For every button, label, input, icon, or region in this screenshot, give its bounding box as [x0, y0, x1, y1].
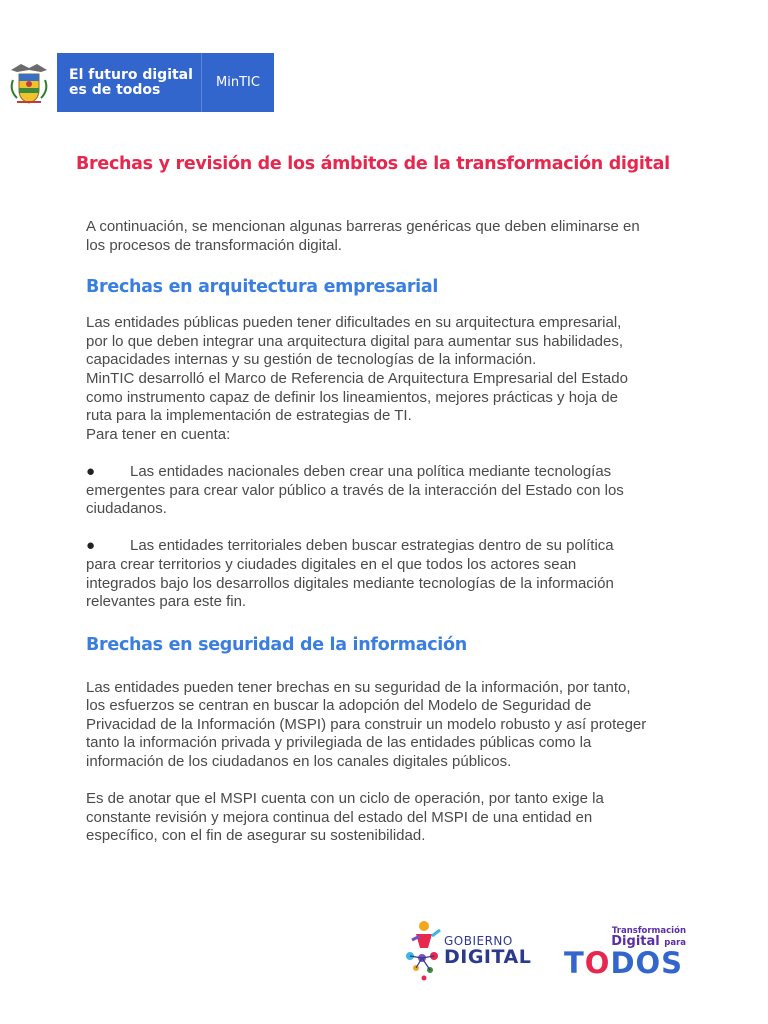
section-heading-architecture: Brechas en arquitectura empresarial	[86, 277, 439, 298]
intro-line: los procesos de transformación digital.	[86, 236, 342, 254]
digital-word: Digital	[611, 934, 660, 949]
page-title: Brechas y revisión de los ámbitos de la transformación digital	[76, 154, 670, 174]
bullet-item	[86, 463, 686, 519]
paragraph-line: específico, con el fin de asegurar su sostenibilidad.	[86, 827, 426, 845]
bullet-item	[86, 537, 686, 611]
todos-o: O	[584, 946, 611, 980]
brand-mintic: MinTIC	[201, 53, 274, 112]
gobierno-digital-figure-icon	[402, 918, 444, 982]
bullet-line: ciudadanos.	[86, 500, 167, 518]
security-paragraph	[86, 679, 686, 772]
gobierno-digital-logo	[402, 918, 532, 982]
colombia-coat-of-arms-icon	[7, 60, 51, 106]
paragraph-line: como instrumento capaz de definir los lineamientos, mejores prácticas y hoja de	[86, 388, 618, 406]
bullet-line: Las entidades territoriales deben buscar estrategias dentro de su política	[130, 537, 614, 555]
paragraph-line: ruta para la implementación de estrategias de TI.	[86, 407, 412, 425]
architecture-paragraph	[86, 314, 686, 444]
slogan-line2: es de todos	[69, 81, 161, 98]
bullet-line: relevantes para este fin.	[86, 593, 247, 611]
bullet-marker: ●	[86, 462, 96, 480]
paragraph-line: Las entidades públicas pueden tener dificultades en su arquitectura empresarial,	[86, 314, 622, 332]
slogan-line1: El futuro digital	[69, 66, 193, 83]
footer-logos	[402, 918, 692, 984]
transformacion-text: Transformación	[611, 926, 686, 936]
todos-t: T	[564, 946, 585, 980]
paragraph-line: por lo que deben integrar una arquitectura digital para aumentar sus habilidades,	[86, 332, 624, 350]
paragraph-line: Para tener en cuenta:	[86, 425, 231, 443]
paragraph-line: tanto la información privada y privilegiada de las entidades públicas como la	[86, 734, 592, 752]
bullet-line: Las entidades nacionales deben crear una política mediante tecnologías	[130, 462, 612, 480]
digital-text: DIGITAL	[444, 946, 532, 968]
section-heading-security: Brechas en seguridad de la información	[86, 634, 467, 655]
todos-rest: DOS	[610, 946, 684, 980]
paragraph-line: Privacidad de la Información (MSPI) para construir un modelo robusto y así proteger	[86, 715, 647, 733]
crest	[0, 53, 57, 112]
paragraph-line: Las entidades pueden tener brechas en su seguridad de la información, por tanto,	[86, 678, 631, 696]
bullet-line: integrados bajo los desarrollos digitales mediante tecnologías de la información	[86, 574, 614, 592]
transformacion-digital-todos-logo	[562, 924, 686, 984]
mspi-paragraph	[86, 790, 686, 846]
paragraph-line: MinTIC desarrolló el Marco de Referencia de Arquitectura Empresarial del Estado	[86, 369, 628, 387]
slogan	[57, 53, 201, 112]
paragraph-line: los esfuerzos se centran en buscar la adopción del Modelo de Seguridad de	[86, 697, 592, 715]
bullet-line: emergentes para crear valor público a través de la interacción del Estado con los	[86, 481, 624, 499]
todos-text	[564, 946, 683, 980]
para-word: para	[664, 938, 686, 948]
header-banner	[0, 53, 273, 112]
paragraph-line: constante revisión y mejora continua del estado del MSPI de una entidad en	[86, 808, 593, 826]
intro-paragraph	[86, 218, 686, 255]
paragraph-line: Es de anotar que el MSPI cuenta con un ciclo de operación, por tanto exige la	[86, 790, 604, 808]
paragraph-line: capacidades internas y su gestión de tecnologías de la información.	[86, 351, 537, 369]
paragraph-line: información de los ciudadanos en los canales digitales públicos.	[86, 753, 512, 771]
document-body	[86, 218, 686, 846]
bullet-line: para crear territorios y ciudades digitales en el que todos los actores sean	[86, 555, 577, 573]
intro-line: A continuación, se mencionan algunas barreras genéricas que deben eliminarse en	[86, 218, 640, 235]
gobierno-text: GOBIERNO	[444, 934, 513, 948]
bullet-marker: ●	[86, 537, 96, 555]
